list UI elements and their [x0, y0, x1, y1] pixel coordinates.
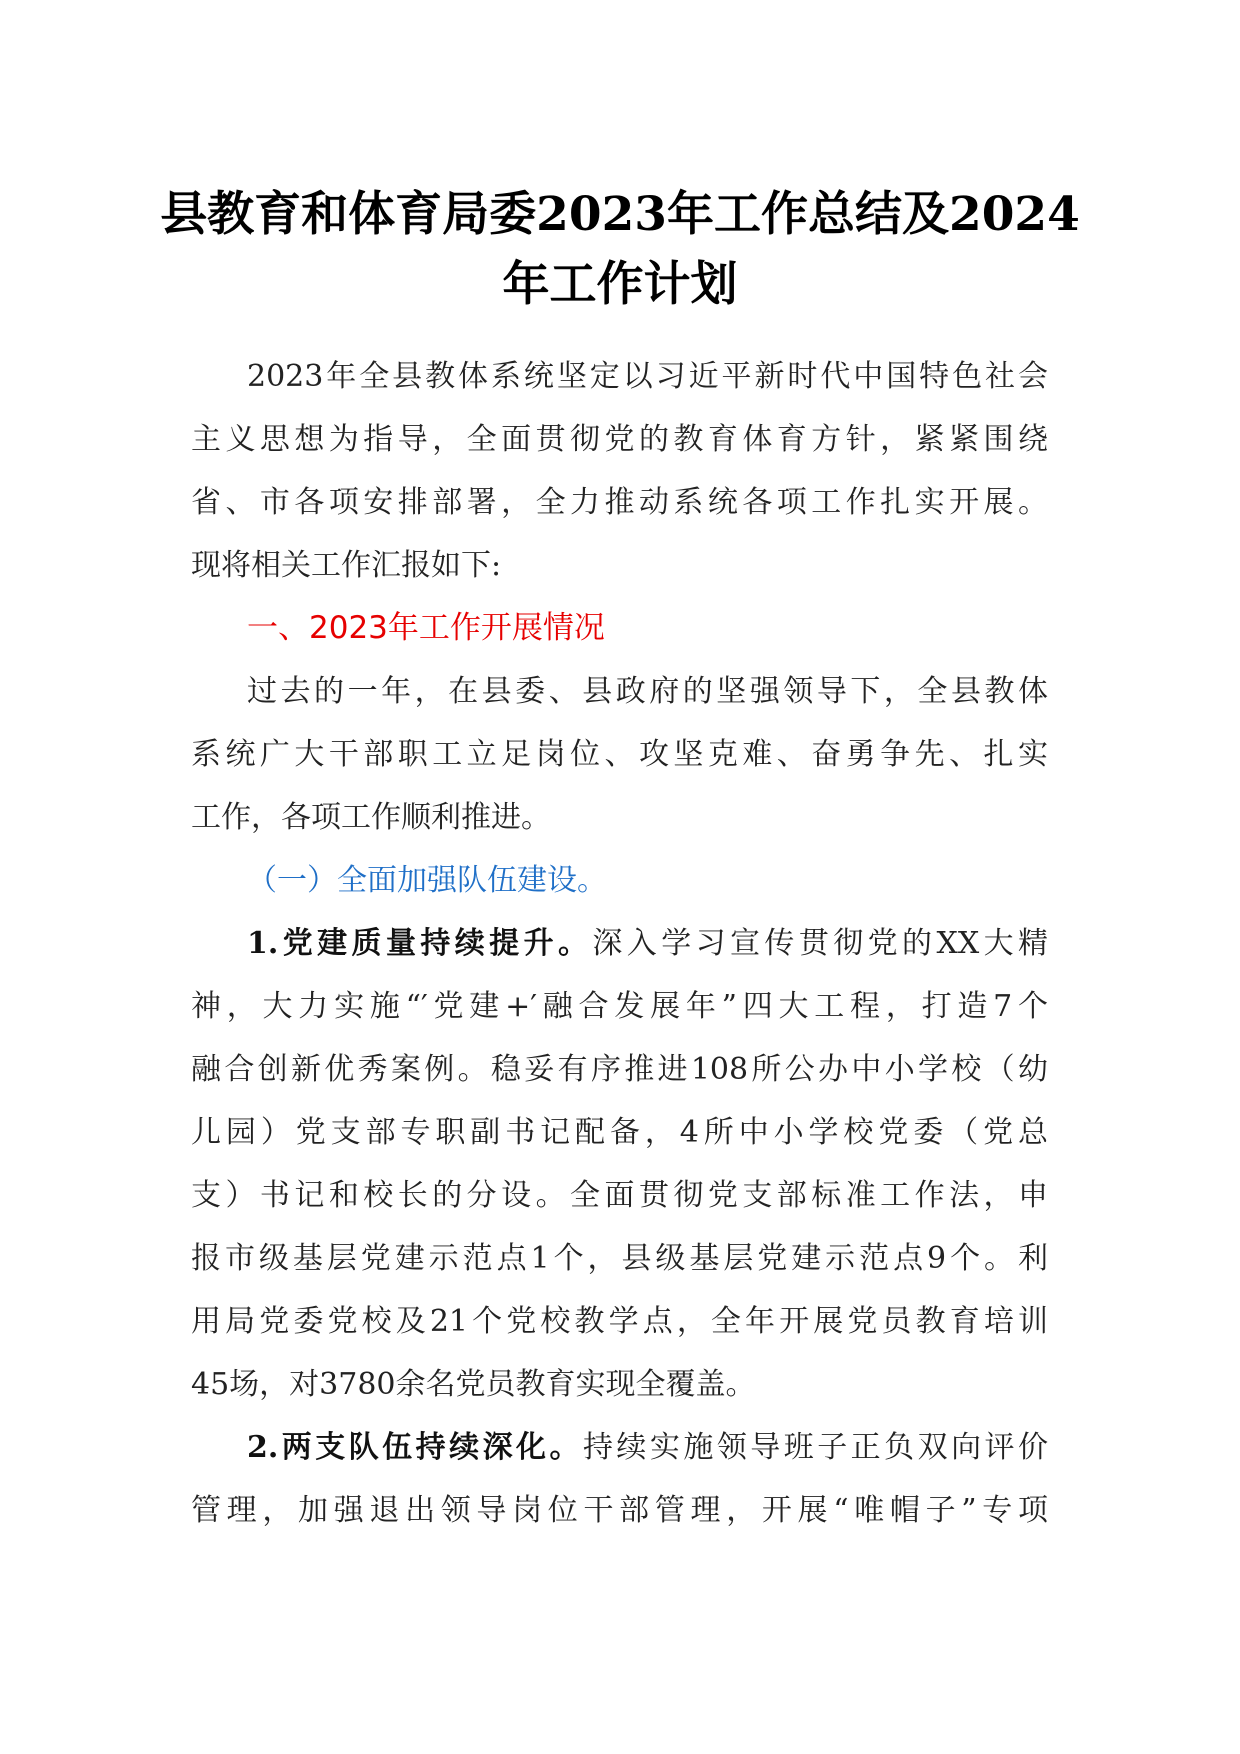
subsection-heading: （一）全面加强队伍建设。 — [247, 863, 607, 898]
paragraph-line: 融合创新优秀案例。稳妥有序推进108所公办中小学校（幼 — [191, 1052, 1048, 1087]
paragraph-line — [191, 1416, 1048, 1479]
title-line-2: 年工作计划 — [502, 257, 738, 312]
document-body — [191, 345, 1048, 1542]
item-lead-rest: 深入学习宣传贯彻党的XX大精 — [592, 926, 1048, 961]
item-lead-rest: 持续实施领导班子正负双向评价 — [582, 1430, 1048, 1465]
paragraph-line: 45场，对3780余名党员教育实现全覆盖。 — [191, 1367, 756, 1402]
paragraph-line: 工作，各项工作顺利推进。 — [191, 800, 551, 835]
paragraph-line: 儿园）党支部专职副书记配备，4所中小学校党委（党总 — [191, 1115, 1048, 1150]
intro-paragraph — [191, 345, 1048, 597]
item1-paragraph — [191, 912, 1048, 1416]
paragraph-line: 管理，加强退出领导岗位干部管理，开展“唯帽子”专项 — [191, 1493, 1048, 1528]
section1-paragraph — [191, 660, 1048, 849]
paragraph-line: 2023年全县教体系统坚定以习近平新时代中国特色社会 — [247, 359, 1048, 394]
paragraph-line: 支）书记和校长的分设。全面贯彻党支部标准工作法，申 — [191, 1178, 1048, 1213]
title-line-1: 县教育和体育局委2023年工作总结及2024 — [160, 187, 1080, 242]
paragraph-line: 系统广大干部职工立足岗位、攻坚克难、奋勇争先、扎实 — [191, 737, 1048, 772]
document-title — [160, 180, 1080, 320]
item-lead: 1.党建质量持续提升。 — [247, 926, 593, 961]
item-lead: 2.两支队伍持续深化。 — [247, 1430, 583, 1465]
paragraph-line: 主义思想为指导，全面贯彻党的教育体育方针，紧紧围绕 — [191, 422, 1048, 457]
paragraph-line: 神，大力实施“′党建+′融合发展年”四大工程，打造7个 — [191, 989, 1048, 1024]
paragraph-line: 省、市各项安排部署，全力推动系统各项工作扎实开展。 — [191, 485, 1048, 520]
paragraph-line — [191, 912, 1048, 975]
section-heading: 一、2023年工作开展情况 — [247, 610, 605, 646]
paragraph-line: 过去的一年，在县委、县政府的坚强领导下，全县教体 — [247, 674, 1048, 709]
item2-paragraph — [191, 1416, 1048, 1542]
paragraph-line: 现将相关工作汇报如下: — [191, 548, 502, 583]
paragraph-line: 报市级基层党建示范点1个，县级基层党建示范点9个。利 — [191, 1241, 1048, 1276]
paragraph-line: 用局党委党校及21个党校教学点，全年开展党员教育培训 — [191, 1304, 1048, 1339]
